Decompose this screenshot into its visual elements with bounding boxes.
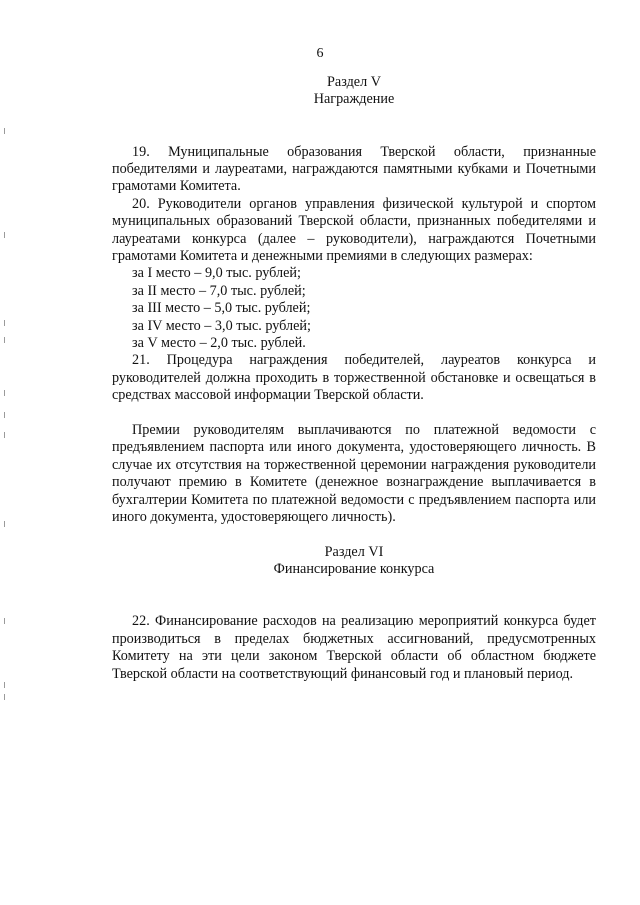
paragraph-22: 22. Финансирование расходов на реализацию мероприятий конкурса будет производиться в пределах бюджетных ассигнований, предусмотренных Комитету на эти цели законом Тверской области об областном бюджете Тверской области на соответствующий финансовый год и плановый период.	[112, 613, 596, 682]
section-subtitle: Финансирование конкурса	[273, 561, 435, 578]
page-number: 6	[316, 46, 324, 61]
document-body	[112, 74, 596, 683]
prize-item: за IV место – 3,0 тыс. рублей;	[132, 317, 311, 334]
prize-item: за III место – 5,0 тыс. рублей;	[132, 300, 311, 317]
prize-list	[112, 265, 596, 352]
prize-item: за I место – 9,0 тыс. рублей;	[132, 265, 301, 282]
paragraph-20: 20. Руководители органов управления физической культурой и спортом муниципальных образований Тверской области, признанных победителями и лауреатами конкурса (далее – руководители), награждаются Почетными грамотами Комитета и денежными премиями в следующих размерах:	[112, 195, 596, 264]
section-title: Раздел V	[327, 74, 381, 90]
paragraph-19: 19. Муниципальные образования Тверской области, признанные победителями и лауреатами, награждаются памятными кубками и Почетными грамотами Комитета.	[112, 143, 596, 195]
section-title: Раздел VI	[324, 543, 384, 560]
section-heading-vi	[112, 544, 596, 579]
paragraph-21-payment: Премии руководителям выплачиваются по платежной ведомости с предъявлением паспорта или иного документа, удостоверяющего личность. В случае их отсутствия на торжественной церемонии награждения руководители получают премию в Комитете (денежное вознаграждение выплачивается в бухгалтерии Комитета по платежной ведомости с предъявлением паспорта или иного документа, удостоверяющего личность).	[112, 421, 596, 525]
prize-item: за II место – 7,0 тыс. рублей;	[132, 282, 306, 299]
prize-item: за V место – 2,0 тыс. рублей.	[132, 334, 306, 351]
binding-margin-marks	[4, 0, 8, 905]
section-subtitle: Награждение	[313, 91, 395, 108]
section-heading-v	[112, 74, 596, 109]
paragraph-21: 21. Процедура награждения победителей, лауреатов конкурса и руководителей должна проходить в торжественной обстановке и освещаться в средствах массовой информации Тверской области.	[112, 352, 596, 404]
